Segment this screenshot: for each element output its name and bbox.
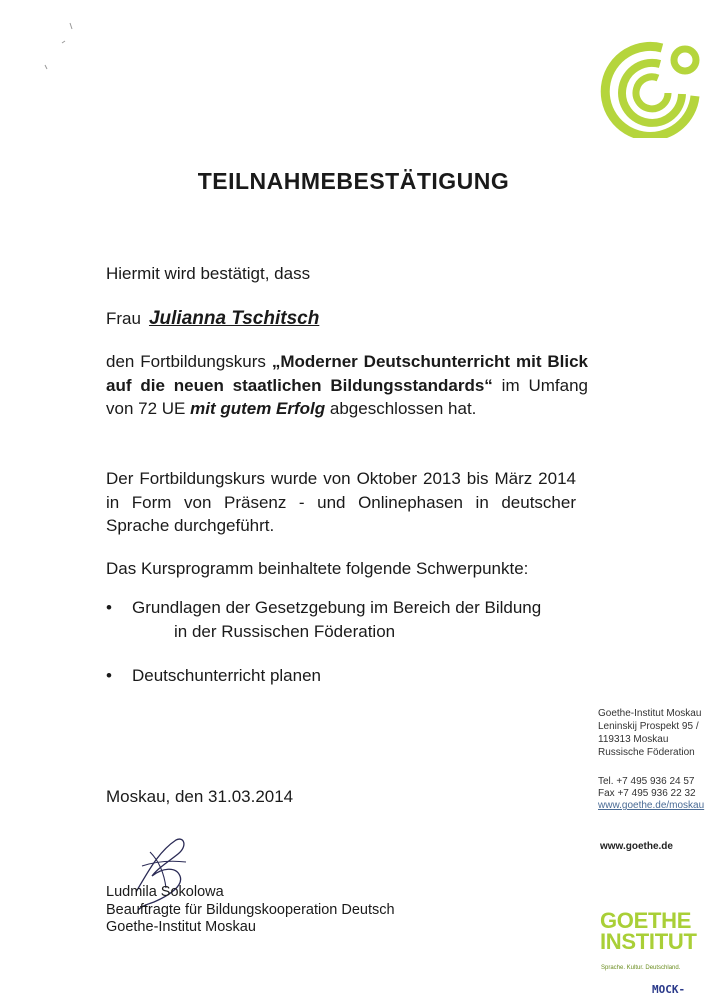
address-line: 119313 Moskau xyxy=(598,734,669,745)
logo-tagline: Sprache. Kultur. Deutschland. xyxy=(601,965,681,971)
address-line: Russische Föderation xyxy=(598,747,695,758)
scan-marks xyxy=(40,15,80,75)
program-intro: Das Kursprogramm beinhaltete folgende Schwerpunkte: xyxy=(106,559,529,578)
phone-number: Tel. +7 495 936 24 57 xyxy=(598,776,695,787)
list-item xyxy=(106,664,606,688)
mock-stamp: MOCK- xyxy=(652,983,686,996)
signatory-name: Ludmila Sokolowa xyxy=(106,884,224,900)
contact-block xyxy=(598,776,704,812)
list-item-line: Grundlagen der Gesetzgebung im Bereich der Bildung xyxy=(132,598,542,617)
course-title: „Moderner Deutschunterricht mit Blick auf die neuen staatlichen Bildungsstandards“ xyxy=(106,352,588,395)
address-block xyxy=(598,707,701,759)
signatory-role: Beauftragte für Bildungskooperation Deutsch xyxy=(106,901,395,918)
signatory-institution: Goethe-Institut Moskau xyxy=(106,919,256,935)
logo-line: INSTITUT xyxy=(600,929,697,954)
signatory-block xyxy=(106,884,395,937)
course-result: mit gutem Erfolg xyxy=(190,399,326,418)
participant-name: Julianna Tschitsch xyxy=(148,308,320,329)
program-list xyxy=(106,596,606,709)
goethe-logo-icon xyxy=(600,38,700,138)
address-line: Goethe-Institut Moskau xyxy=(598,708,702,719)
salutation: Frau xyxy=(106,309,141,328)
list-item-line: in der Russischen Föderation xyxy=(174,621,396,641)
goethe-institut-logo xyxy=(600,910,700,952)
address-line: Leninskij Prospekt 95 / xyxy=(598,721,699,732)
place-date: Moskau, den 31.03.2014 xyxy=(106,787,294,806)
course-period-paragraph: Der Fortbildungskurs wurde von Oktober 2013 bis März 2014 in Form von Präsenz - und Onlinephasen in deutscher Sprache durchgeführt. xyxy=(106,469,576,535)
document-title: TEILNAHMEBESTÄTIGUNG xyxy=(197,168,510,194)
list-item xyxy=(106,596,606,643)
course-pre: den Fortbildungskurs xyxy=(106,352,272,371)
list-item-line: Deutschunterricht planen xyxy=(132,666,322,685)
logo-line: GOETHE xyxy=(600,908,692,933)
participant-line xyxy=(106,307,319,331)
main-website-link[interactable]: www.goethe.de xyxy=(600,841,673,852)
intro-text: Hiermit wird bestätigt, dass xyxy=(106,264,311,283)
local-website-link[interactable]: www.goethe.de/moskau xyxy=(598,800,705,811)
fax-number: Fax +7 495 936 22 32 xyxy=(598,788,696,799)
course-post: abgeschlossen hat. xyxy=(325,399,477,418)
course-scope: im Umfang von 72 UE xyxy=(106,375,588,418)
course-paragraph xyxy=(106,350,588,421)
